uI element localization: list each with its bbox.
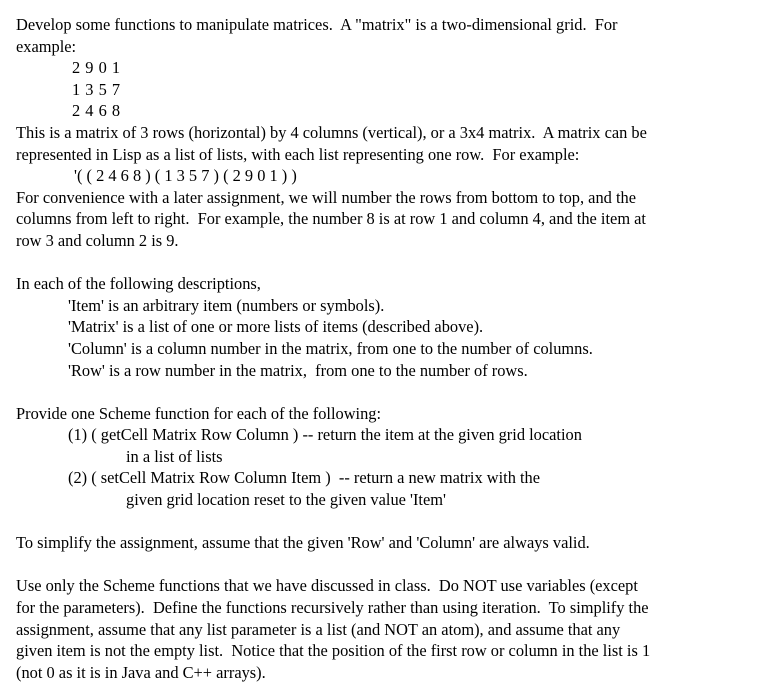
function-getcell-continued: in a list of lists — [126, 446, 223, 466]
descriptions-section — [16, 273, 760, 381]
rules-line-5: (not 0 as it is in Java and C++ arrays). — [16, 662, 266, 682]
matrix-explanation-line-1: This is a matrix of 3 rows (horizontal) by 4 columns (vertical), or a 3x4 matrix. A matrix can be — [16, 122, 647, 142]
paragraph-gap — [16, 381, 760, 403]
simplify-note: To simplify the assignment, assume that the given 'Row' and 'Column' are always valid. — [16, 533, 590, 553]
assignment-document — [16, 14, 760, 683]
rules-line-1: Use only the Scheme functions that we have discussed in class. Do NOT use variables (except — [16, 576, 638, 596]
numbering-line-2: columns from left to right. For example, the number 8 is at row 1 and column 4, and the item at — [16, 209, 646, 229]
function-setcell: (2) ( setCell Matrix Row Column Item ) -- return a new matrix with the — [68, 468, 541, 488]
matrix-explanation-line-2: represented in Lisp as a list of lists, with each list representing one row. For example: — [16, 144, 580, 164]
numbering-line-3: row 3 and column 2 is 9. — [16, 230, 179, 250]
numbering-paragraph — [16, 187, 760, 252]
matrix-explanation-paragraph — [16, 122, 760, 187]
rules-line-2: for the parameters). Define the functions recursively rather than using iteration. To simplify the — [16, 598, 649, 618]
matrix-example — [16, 57, 760, 122]
intro-line-2: example: — [16, 36, 77, 56]
rules-line-4: given item is not the empty list. Notice that the position of the first row or column in the list is 1 — [16, 641, 651, 661]
descriptions-intro: In each of the following descriptions, — [16, 274, 261, 294]
lisp-example: '( ( 2 4 6 8 ) ( 1 3 5 7 ) ( 2 9 0 1 ) ) — [74, 166, 297, 186]
description-row: 'Row' is a row number in the matrix, from one to the number of rows. — [68, 360, 528, 380]
intro-line-1: Develop some functions to manipulate matrices. A "matrix" is a two-dimensional grid. For — [16, 15, 618, 34]
rules-paragraph — [16, 575, 760, 683]
paragraph-gap — [16, 511, 760, 533]
numbering-line-1: For convenience with a later assignment, we will number the rows from bottom to top, and the — [16, 187, 636, 207]
paragraph-gap — [16, 252, 760, 274]
description-matrix: 'Matrix' is a list of one or more lists of items (described above). — [68, 317, 484, 337]
rules-line-3: assignment, assume that any list parameter is a list (and NOT an atom), and assume that any — [16, 619, 621, 639]
functions-section — [16, 403, 760, 511]
matrix-row-1: 2 4 6 8 — [72, 101, 121, 121]
paragraph-gap — [16, 554, 760, 576]
matrix-row-3: 2 9 0 1 — [72, 58, 121, 78]
function-setcell-continued: given grid location reset to the given value 'Item' — [126, 490, 446, 510]
functions-intro: Provide one Scheme function for each of the following: — [16, 403, 382, 423]
description-column: 'Column' is a column number in the matrix, from one to the number of columns. — [68, 338, 593, 358]
description-item: 'Item' is an arbitrary item (numbers or symbols). — [68, 295, 385, 315]
matrix-row-2: 1 3 5 7 — [72, 79, 121, 99]
intro-paragraph — [16, 14, 760, 57]
function-getcell: (1) ( getCell Matrix Row Column ) -- return the item at the given grid location — [68, 425, 582, 445]
